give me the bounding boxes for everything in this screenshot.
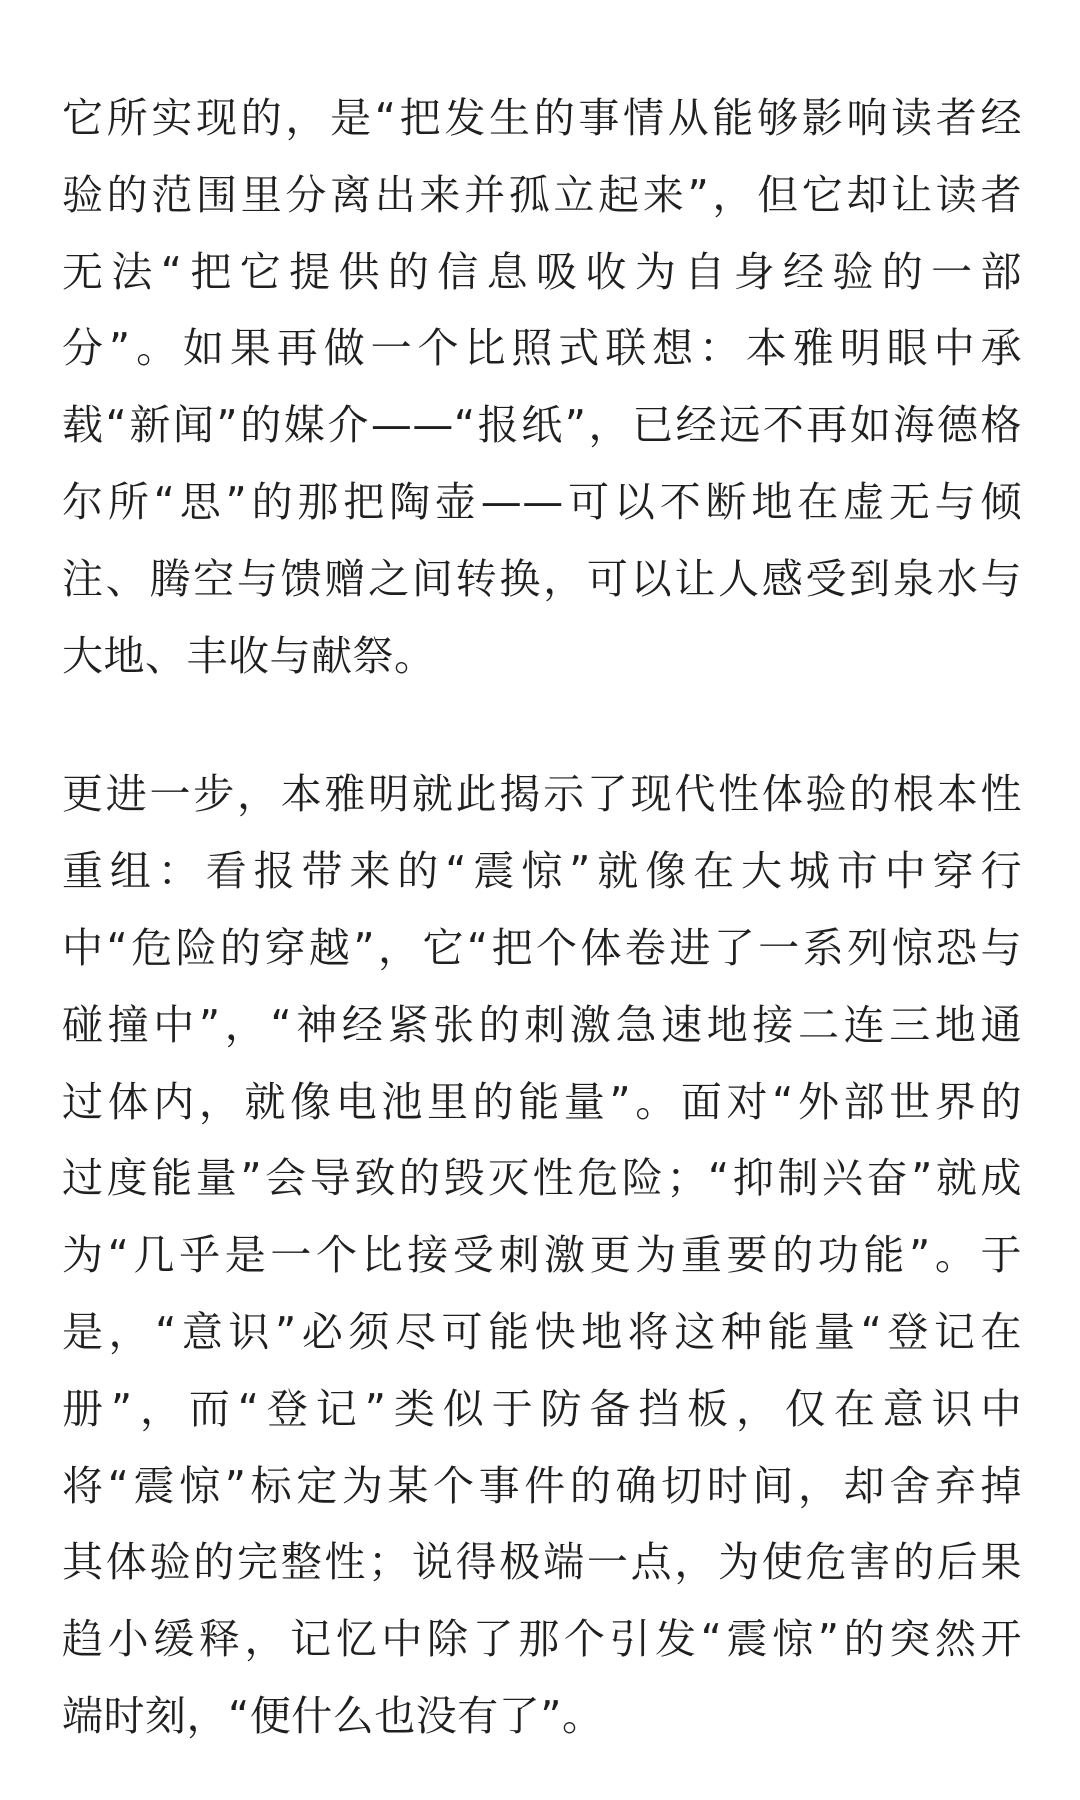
text-line: 过体内，就像电池里的能量”。面对“外部世界的 (62, 1077, 1022, 1126)
text-line: 端时刻，“便什么也没有了”。 (62, 1691, 604, 1740)
text-line: 册”，而“登记”类似于防备挡板，仅在意识中 (62, 1384, 1022, 1433)
text-line: 为“几乎是一个比接受刺激更为重要的功能”。于 (62, 1231, 1022, 1280)
text-line: 注、腾空与馈赠之间转换，可以让人感受到泉水与 (62, 554, 1022, 603)
text-line: 重组：看报带来的“震惊”就像在大城市中穿行 (62, 847, 1022, 896)
text-line: 尔所“思”的那把陶壶——可以不断地在虚无与倾 (62, 477, 1022, 526)
paragraph-1 (62, 80, 1022, 694)
text-line: 无法“把它提供的信息吸收为自身经验的一部 (62, 247, 1022, 296)
text-line: 大地、丰收与献祭。 (62, 631, 436, 680)
text-line: 验的范围里分离出来并孤立起来”，但它却让读者 (62, 170, 1022, 219)
text-line: 其体验的完整性；说得极端一点，为使危害的后果 (62, 1538, 1022, 1587)
article-body (62, 80, 1022, 1755)
text-line: 将“震惊”标定为某个事件的确切时间，却舍弃掉 (62, 1461, 1022, 1510)
text-line: 载“新闻”的媒介——“报纸”，已经远不再如海德格 (62, 401, 1022, 450)
text-line: 是，“意识”必须尽可能快地将这种能量“登记在 (62, 1307, 1022, 1356)
text-line: 更进一步，本雅明就此揭示了现代性体验的根本性 (62, 770, 1022, 819)
text-line: 过度能量”会导致的毁灭性危险；“抑制兴奋”就成 (62, 1154, 1022, 1203)
paragraph-2 (62, 756, 1022, 1754)
text-line: 它所实现的，是“把发生的事情从能够影响读者经 (62, 94, 1022, 142)
text-line: 趋小缓释，记忆中除了那个引发“震惊”的突然开 (62, 1615, 1022, 1664)
text-line: 碰撞中”，“神经紧张的刺激急速地接二连三地通 (62, 1000, 1022, 1049)
text-line: 中“危险的穿越”，它“把个体卷进了一系列惊恐与 (62, 923, 1022, 972)
text-line: 分”。如果再做一个比照式联想：本雅明眼中承 (62, 324, 1022, 373)
